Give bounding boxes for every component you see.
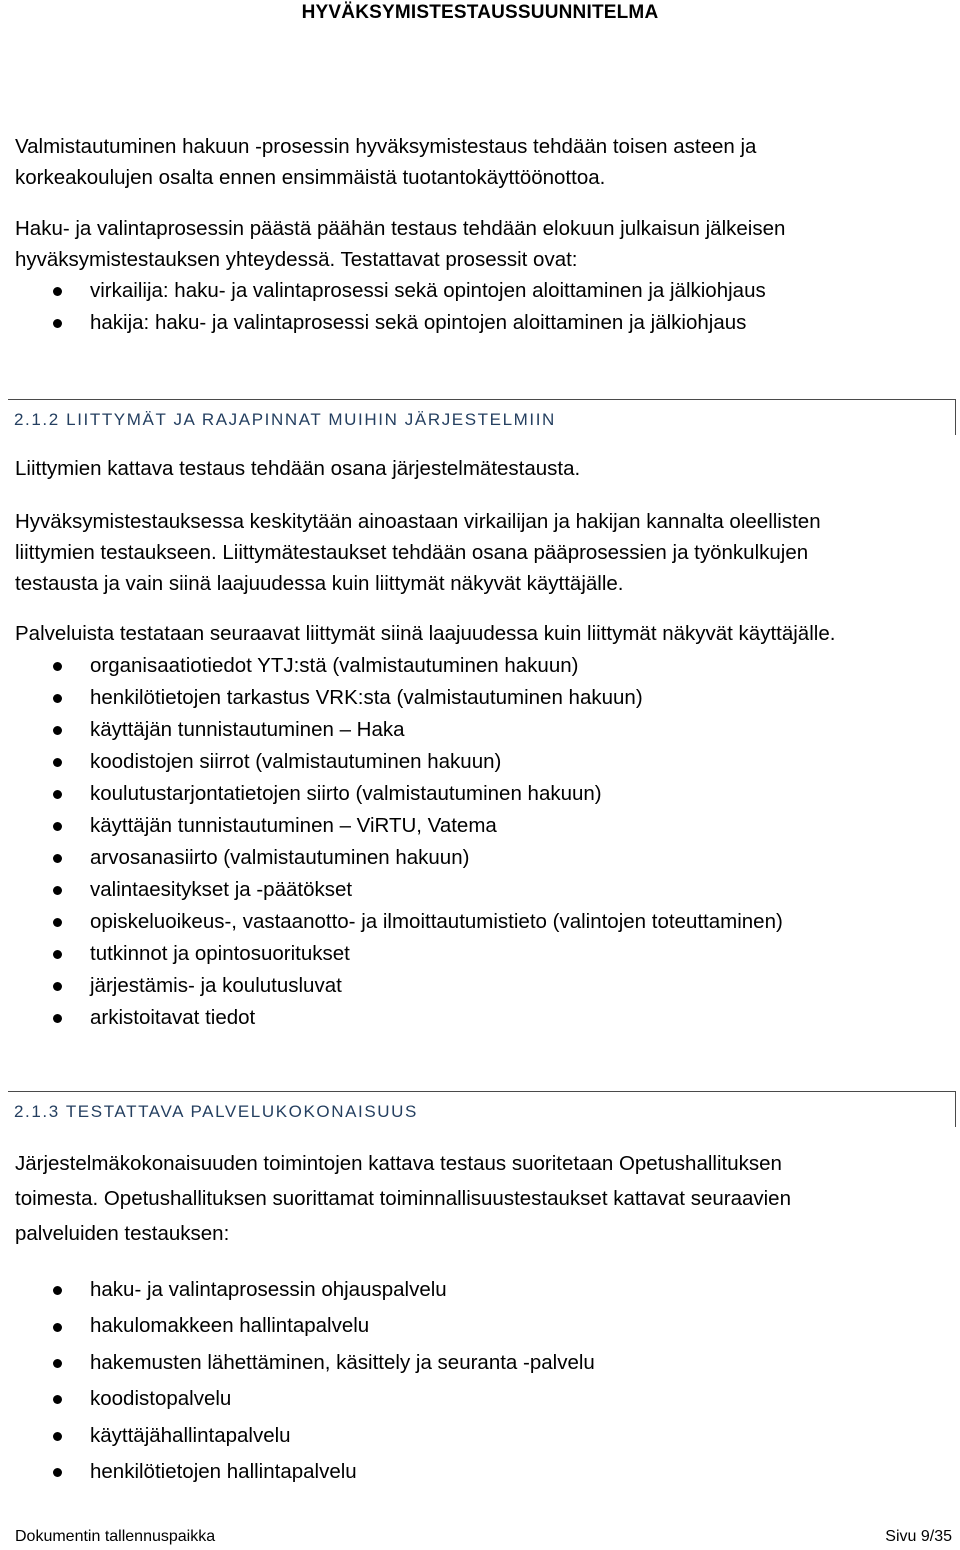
interface-list <box>15 650 950 1034</box>
service-list <box>15 1272 950 1490</box>
bullet-icon <box>53 1395 62 1404</box>
list-item: haku- ja valintaprosessin ohjauspalvelu <box>15 1272 950 1308</box>
footer-page-number: Sivu 9/35 <box>885 1528 952 1545</box>
list-item: koodistopalvelu <box>15 1381 950 1417</box>
bullet-icon <box>53 822 62 831</box>
list-item: henkilötietojen hallintapalvelu <box>15 1454 950 1490</box>
bullet-icon <box>53 694 62 703</box>
list-item: valintaesitykset ja -päätökset <box>15 874 950 906</box>
bullet-icon <box>53 854 62 863</box>
list-item: opiskeluoikeus-, vastaanotto- ja ilmoittautumistieto (valintojen toteuttaminen) <box>15 906 950 938</box>
section-heading-2-1-3: 2.1.3 TESTATTAVA PALVELUKOKONAISUUS <box>8 1091 956 1127</box>
bullet-icon <box>53 1323 62 1332</box>
bullet-icon <box>53 950 62 959</box>
intro-process-list <box>15 275 950 339</box>
intro-paragraph-1 <box>15 131 950 193</box>
list-item: käyttäjän tunnistautuminen – Haka <box>15 714 950 746</box>
intro-p2-line2: hyväksymistestauksen yhteydessä. Testattavat prosessit ovat: <box>15 248 578 271</box>
list-item: organisaatiotiedot YTJ:stä (valmistautuminen hakuun) <box>15 650 950 682</box>
bullet-icon <box>53 918 62 927</box>
footer-document-location: Dokumentin tallennuspaikka <box>15 1528 216 1545</box>
list-item: virkailija: haku- ja valintaprosessi sekä opintojen aloittaminen ja jälkiohjaus <box>15 275 950 307</box>
list-item: hakulomakkeen hallintapalvelu <box>15 1308 950 1344</box>
list-item: käyttäjän tunnistautuminen – ViRTU, Vatema <box>15 810 950 842</box>
bullet-icon <box>53 1286 62 1295</box>
list-item: arvosanasiirto (valmistautuminen hakuun) <box>15 842 950 874</box>
bullet-icon <box>53 1359 62 1368</box>
list-item: henkilötietojen tarkastus VRK:sta (valmistautuminen hakuun) <box>15 682 950 714</box>
bullet-icon <box>53 287 62 296</box>
bullet-icon <box>53 982 62 991</box>
bullet-icon <box>53 1014 62 1023</box>
bullet-icon <box>53 319 62 328</box>
list-item: hakija: haku- ja valintaprosessi sekä opintojen aloittaminen ja jälkiohjaus <box>15 307 950 339</box>
list-item: koulutustarjontatietojen siirto (valmistautuminen hakuun) <box>15 778 950 810</box>
section-212-paragraph-3: Palveluista testataan seuraavat liittymät siinä laajuudessa kuin liittymät näkyvät käyttäjälle. <box>15 622 836 645</box>
intro-paragraph-2 <box>15 213 950 275</box>
bullet-icon <box>53 886 62 895</box>
bullet-icon <box>53 790 62 799</box>
bullet-icon <box>53 1432 62 1441</box>
section-212-paragraph-1: Liittymien kattava testaus tehdään osana järjestelmätestausta. <box>15 457 581 480</box>
list-item: hakemusten lähettäminen, käsittely ja seuranta -palvelu <box>15 1345 950 1381</box>
list-item: järjestämis- ja koulutusluvat <box>15 970 950 1002</box>
section-heading-2-1-2: 2.1.2 LIITTYMÄT JA RAJAPINNAT MUIHIN JÄRJESTELMIIN <box>8 399 956 435</box>
intro-p1-line1: Valmistautuminen hakuun -prosessin hyväksymistestaus tehdään toisen asteen ja <box>15 135 757 158</box>
intro-p1-line2: korkeakoulujen osalta ennen ensimmäistä tuotantokäyttöönottoa. <box>15 166 606 189</box>
bullet-icon <box>53 662 62 671</box>
bullet-icon <box>53 726 62 735</box>
section-212-paragraph-2: Hyväksymistestauksessa keskitytään ainoastaan virkailijan ja hakijan kannalta oleellisten liittymien testaukseen. Liittymätestaukset tehdään osana pääprosessien ja työnkulkujen testausta ja vain siinä laajuudessa kuin liittymät näkyvät käyttäjälle. <box>15 510 821 595</box>
list-item: tutkinnot ja opintosuoritukset <box>15 938 950 970</box>
document-header-title: HYVÄKSYMISTESTAUSSUUNNITELMA <box>301 2 659 23</box>
list-item: arkistoitavat tiedot <box>15 1002 950 1034</box>
bullet-icon <box>53 1468 62 1477</box>
section-213-paragraph-1: Järjestelmäkokonaisuuden toimintojen kattava testaus suoritetaan Opetushallituksen toimesta. Opetushallituksen suorittamat toiminnallisuustestaukset kattavat seuraavien palveluiden testauksen: <box>15 1152 791 1245</box>
bullet-icon <box>53 758 62 767</box>
intro-p2-line1: Haku- ja valintaprosessin päästä päähän testaus tehdään elokuun julkaisun jälkeisen <box>15 217 786 240</box>
list-item: käyttäjähallintapalvelu <box>15 1418 950 1454</box>
list-item: koodistojen siirrot (valmistautuminen hakuun) <box>15 746 950 778</box>
